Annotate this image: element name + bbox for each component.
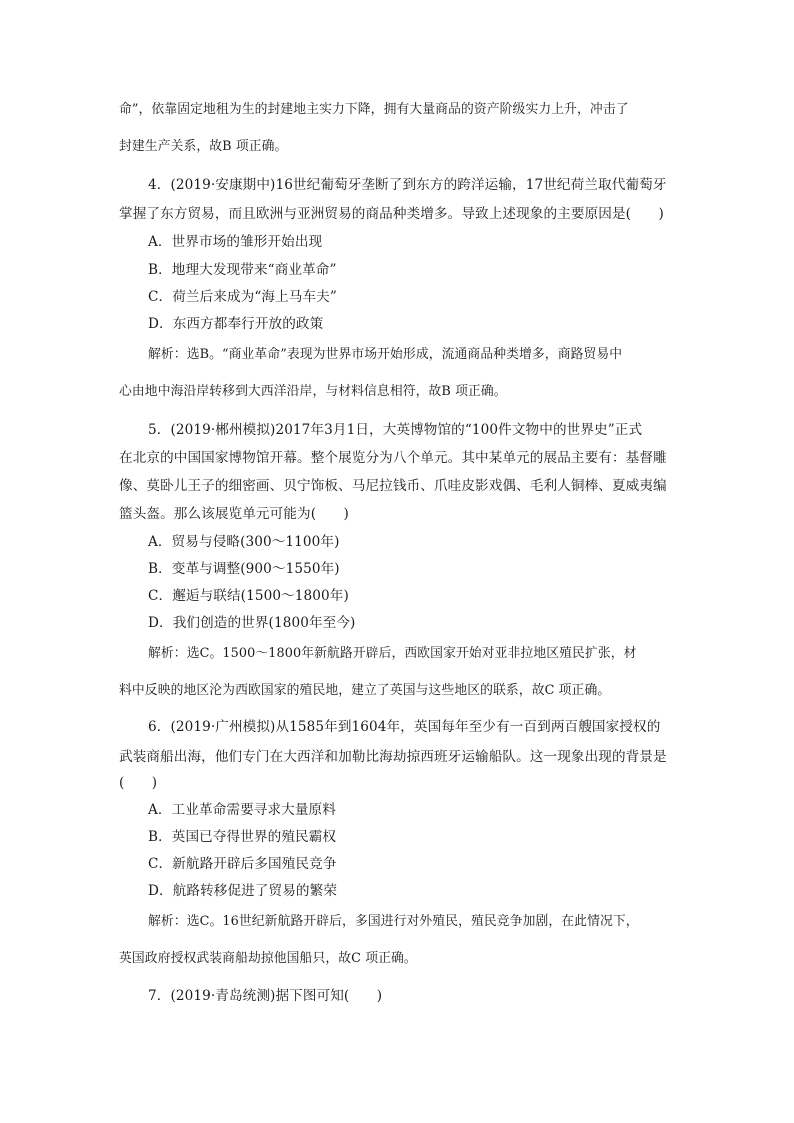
question-5-option-b: B．变革与调整(900～1550年) xyxy=(148,561,340,577)
question-4-stem-line-2: 掌握了东方贸易，而且欧洲与亚洲贸易的商品种类增多。导致上述现象的主要原因是( ) xyxy=(119,206,664,222)
question-4-option-c: C．荷兰后来成为“海上马车夫” xyxy=(148,289,337,305)
question-6-option-c: C．新航路开辟后多国殖民竞争 xyxy=(148,856,337,872)
question-6-stem-line-2: 武装商船出海，他们专门在大西洋和加勒比海劫掠西班牙运输船队。这一现象出现的背景是 xyxy=(119,749,667,765)
intro-line-2: 封建生产关系，故B 项正确。 xyxy=(119,139,288,154)
question-7-stem-line-1: 7．(2019·青岛统测)据下图可知( ) xyxy=(148,988,383,1004)
question-6-option-b: B．英国已夺得世界的殖民霸权 xyxy=(148,829,337,845)
question-5-explanation-line-1: 解析：选C。1500～1800年新航路开辟后，西欧国家开始对亚非拉地区殖民扩张，材 xyxy=(148,646,637,661)
question-6-explanation-line-1: 解析：选C。16世纪新航路开辟后，多国进行对外殖民，殖民竞争加剧，在此情况下， xyxy=(148,914,639,929)
question-5-stem-line-4: 篮头盔。那么该展览单元可能为( ) xyxy=(119,506,349,522)
question-4-explanation-line-1: 解析：选B。“商业革命”表现为世界市场开始形成，流通商品种类增多，商路贸易中 xyxy=(148,347,623,362)
question-6-explanation-line-2: 英国政府授权武装商船劫掠他国船只，故C 项正确。 xyxy=(119,951,417,966)
question-5-stem-line-1: 5．(2019·郴州模拟)2017年3月1日，大英博物馆的“100件文物中的世界史”正式 xyxy=(148,422,643,438)
question-5-option-c: C．邂逅与联结(1500～1800年) xyxy=(148,588,349,604)
question-4-option-b: B．地理大发现带来“商业革命” xyxy=(148,262,337,278)
question-5-option-a: A．贸易与侵略(300～1100年) xyxy=(148,534,340,550)
question-4-stem-line-1: 4．(2019·安康期中)16世纪葡萄牙垄断了到东方的跨洋运输，17世纪荷兰取代葡萄牙 xyxy=(148,177,667,193)
question-6-stem-line-1: 6．(2019·广州模拟)从1585年到1604年，英国每年至少有一百到两百艘国家授权的 xyxy=(148,719,661,735)
question-5-option-d: D．我们创造的世界(1800年至今) xyxy=(148,615,356,631)
question-6-option-d: D．航路转移促进了贸易的繁荣 xyxy=(148,883,338,899)
question-5-stem-line-2: 在北京的中国国家博物馆开幕。整个展览分为八个单元。其中某单元的展品主要有：基督雕 xyxy=(119,450,667,466)
question-4-option-a: A．世界市场的雏形开始出现 xyxy=(148,234,323,250)
question-4-explanation-line-2: 心由地中海沿岸转移到大西洋沿岸，与材料信息相符，故B 项正确。 xyxy=(119,384,507,399)
question-6-stem-line-3: ( ) xyxy=(119,775,158,791)
question-5-explanation-line-2: 料中反映的地区沦为西欧国家的殖民地，建立了英国与这些地区的联系，故C 项正确。 xyxy=(119,683,611,698)
question-5-stem-line-3: 像、莫卧儿王子的细密画、贝宁饰板、马尼拉钱币、爪哇皮影戏偶、毛利人铜棒、夏威夷编 xyxy=(119,478,667,494)
intro-line-1: 命”，依靠固定地租为生的封建地主实力下降，拥有大量商品的资产阶级实力上升，冲击了 xyxy=(119,102,629,117)
question-6-option-a: A．工业革命需要寻求大量原料 xyxy=(148,802,336,818)
question-4-option-d: D．东西方都奉行开放的政策 xyxy=(148,316,324,332)
